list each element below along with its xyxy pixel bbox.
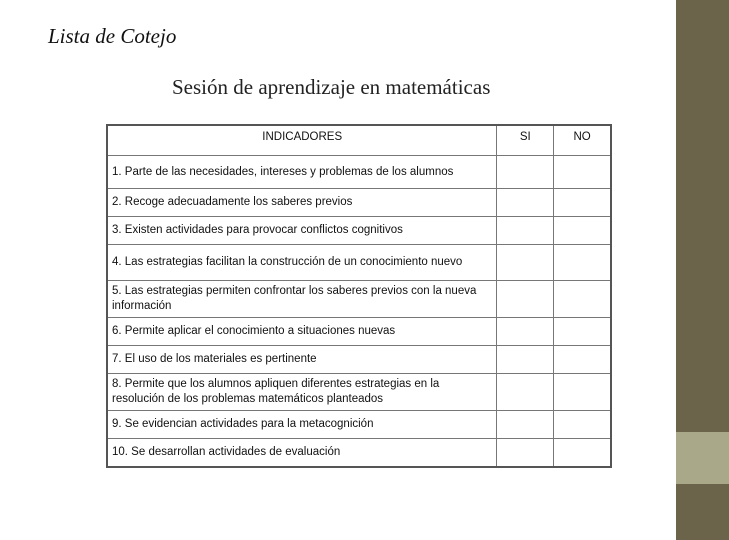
indicator-text: 6. Permite aplicar el conocimiento a situaciones nuevas	[107, 318, 497, 346]
header-indicadores: INDICADORES	[107, 125, 497, 156]
table-row	[107, 374, 611, 411]
table-row	[107, 217, 611, 245]
table-row	[107, 156, 611, 189]
header-si: SI	[497, 125, 554, 156]
no-checkbox-cell[interactable]	[554, 189, 611, 217]
si-checkbox-cell[interactable]	[497, 217, 554, 245]
no-checkbox-cell[interactable]	[554, 281, 611, 318]
no-checkbox-cell[interactable]	[554, 318, 611, 346]
si-checkbox-cell[interactable]	[497, 439, 554, 468]
indicator-text: 3. Existen actividades para provocar conflictos cognitivos	[107, 217, 497, 245]
indicator-text: 9. Se evidencian actividades para la metacognición	[107, 411, 497, 439]
no-checkbox-cell[interactable]	[554, 217, 611, 245]
table-row	[107, 346, 611, 374]
table-row	[107, 439, 611, 468]
no-checkbox-cell[interactable]	[554, 374, 611, 411]
si-checkbox-cell[interactable]	[497, 189, 554, 217]
header-no: NO	[554, 125, 611, 156]
indicator-text: 1. Parte de las necesidades, intereses y problemas de los alumnos	[107, 156, 497, 189]
checklist-table	[106, 124, 612, 468]
si-checkbox-cell[interactable]	[497, 318, 554, 346]
si-checkbox-cell[interactable]	[497, 411, 554, 439]
si-checkbox-cell[interactable]	[497, 156, 554, 189]
no-checkbox-cell[interactable]	[554, 156, 611, 189]
no-checkbox-cell[interactable]	[554, 439, 611, 468]
table-row	[107, 189, 611, 217]
no-checkbox-cell[interactable]	[554, 411, 611, 439]
table-row	[107, 411, 611, 439]
table-header-row	[107, 125, 611, 156]
si-checkbox-cell[interactable]	[497, 245, 554, 281]
no-checkbox-cell[interactable]	[554, 245, 611, 281]
si-checkbox-cell[interactable]	[497, 281, 554, 318]
document-subtitle: Sesión de aprendizaje en matemáticas	[172, 75, 491, 99]
table-row	[107, 318, 611, 346]
no-checkbox-cell[interactable]	[554, 346, 611, 374]
indicator-text: 4. Las estrategias facilitan la construcción de un conocimiento nuevo	[107, 245, 497, 281]
si-checkbox-cell[interactable]	[497, 374, 554, 411]
table-row	[107, 281, 611, 318]
side-accent-block	[676, 432, 729, 484]
document-title: Lista de Cotejo	[48, 24, 177, 48]
indicator-text: 8. Permite que los alumnos apliquen diferentes estrategias en la resolución de los problemas matemáticos planteados	[107, 374, 497, 411]
indicator-text: 2. Recoge adecuadamente los saberes previos	[107, 189, 497, 217]
indicator-text: 7. El uso de los materiales es pertinente	[107, 346, 497, 374]
indicator-text: 5. Las estrategias permiten confrontar los saberes previos con la nueva información	[107, 281, 497, 318]
table-row	[107, 245, 611, 281]
indicator-text: 10. Se desarrollan actividades de evaluación	[107, 439, 497, 468]
si-checkbox-cell[interactable]	[497, 346, 554, 374]
